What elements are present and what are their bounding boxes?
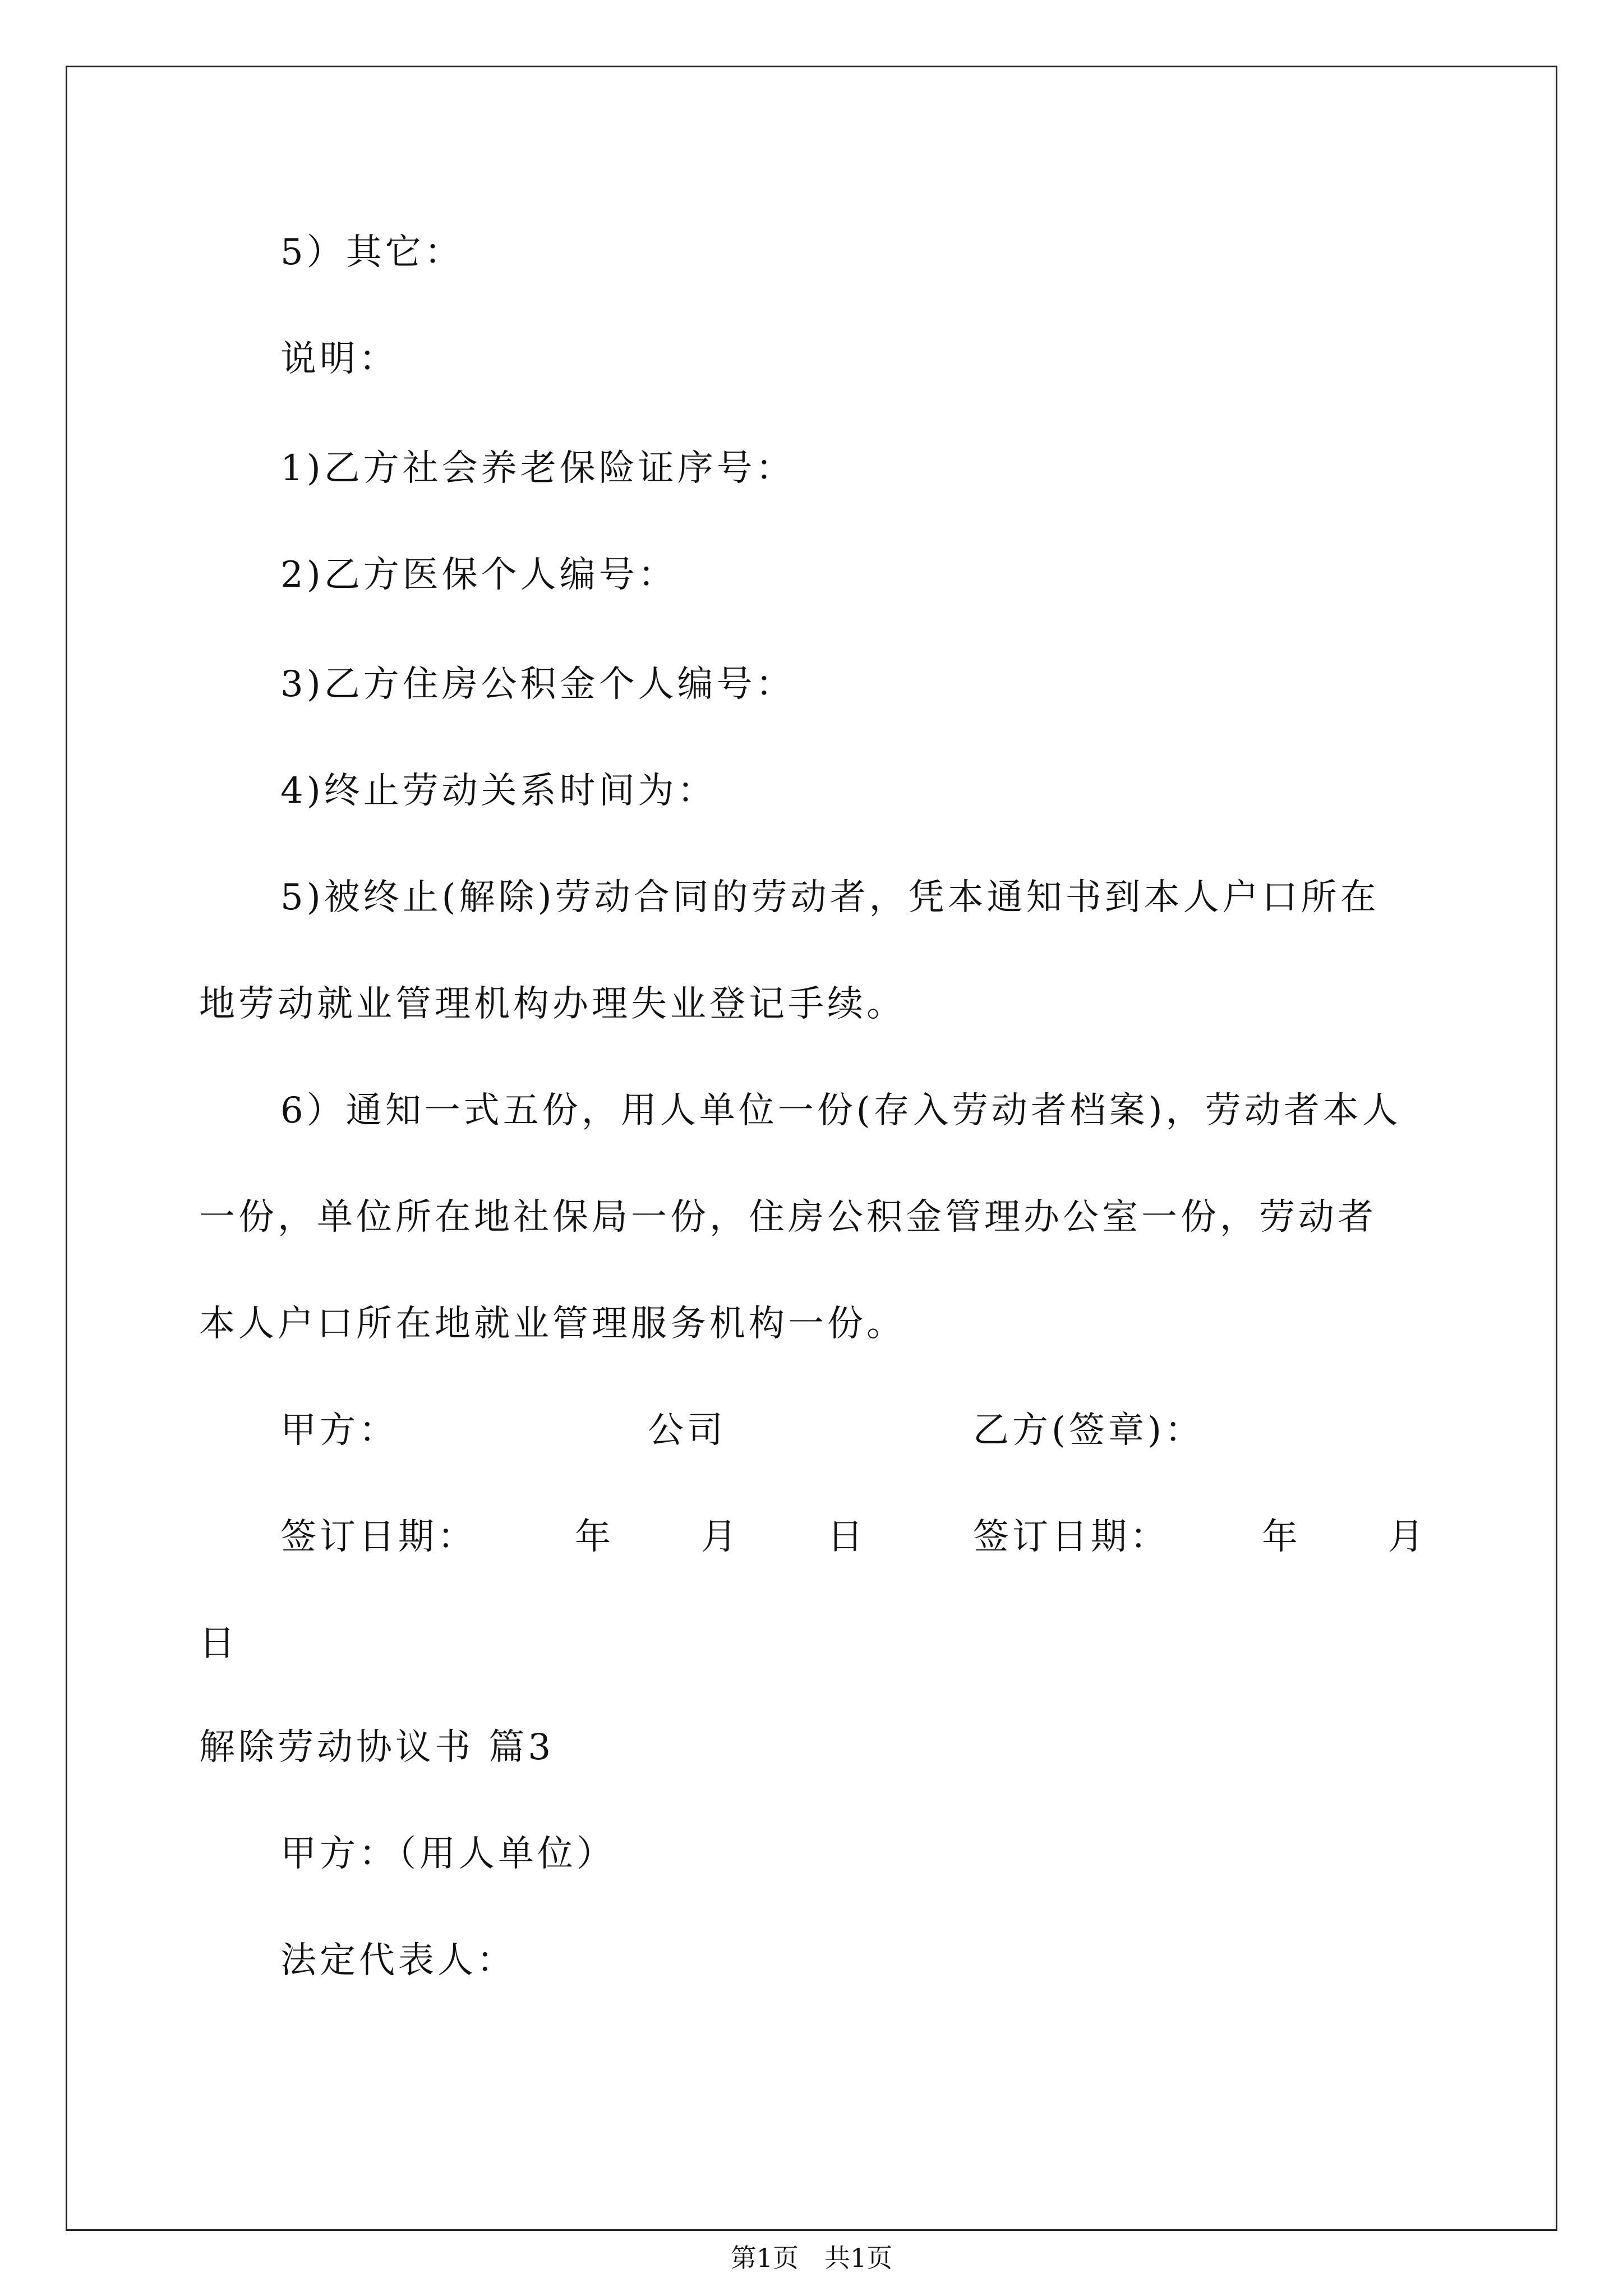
item-other: 5）其它： bbox=[280, 232, 464, 273]
page-border bbox=[66, 66, 1557, 2231]
sign-year-b: 年 bbox=[1262, 1516, 1301, 1558]
note-termination-time: 4)终止劳动关系时间为： bbox=[280, 770, 717, 812]
note-medical-number: 2)乙方医保个人编号： bbox=[280, 554, 677, 596]
note-heading: 说明： bbox=[280, 338, 398, 380]
page-footer: 第1页 共1页 bbox=[730, 2243, 893, 2273]
sign-month-a: 月 bbox=[701, 1516, 740, 1558]
sign-date-label-b: 签订日期： bbox=[973, 1516, 1169, 1558]
note-unemployment-registration: 5)被终止(解除)劳动合同的劳动者，凭本通知书到本人户口所在 bbox=[280, 877, 1380, 918]
section-party-a: 甲方：（用人单位） bbox=[280, 1833, 616, 1875]
party-a-label: 甲方： bbox=[280, 1410, 398, 1451]
company-label: 公司 bbox=[648, 1410, 726, 1451]
note-copies: 6）通知一式五份，用人单位一份(存入劳动者档案)，劳动者本人 bbox=[280, 1090, 1401, 1131]
section-heading: 解除劳动协议书 篇3 bbox=[199, 1727, 555, 1768]
note-pension-number: 1)乙方社会养老保险证序号： bbox=[280, 448, 795, 489]
sign-year-a: 年 bbox=[575, 1516, 614, 1558]
section-legal-representative: 法定代表人： bbox=[280, 1940, 516, 1981]
note-housing-fund-number: 3)乙方住房公积金个人编号： bbox=[280, 664, 795, 705]
note-unemployment-registration-cont: 地劳动就业管理机构办理失业登记手续。 bbox=[199, 983, 906, 1025]
sign-day-a: 日 bbox=[827, 1516, 866, 1558]
note-copies-cont-2: 本人户口所在地就业管理服务机构一份。 bbox=[199, 1303, 906, 1345]
sign-day-b: 日 bbox=[199, 1623, 238, 1664]
note-copies-cont-1: 一份，单位所在地社保局一份，住房公积金管理办公室一份，劳动者 bbox=[199, 1197, 1377, 1238]
sign-month-b: 月 bbox=[1388, 1516, 1427, 1558]
party-b-label: 乙方(签章)： bbox=[973, 1410, 1204, 1451]
sign-date-label-a: 签订日期： bbox=[280, 1516, 477, 1558]
